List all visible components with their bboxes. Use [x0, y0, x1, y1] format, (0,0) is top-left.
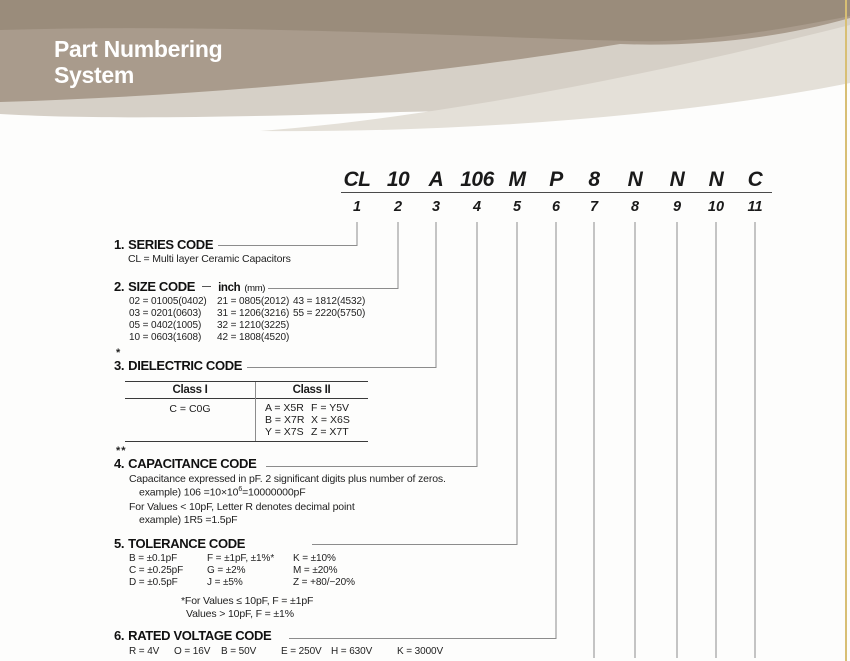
position-number-9: 9: [672, 199, 682, 215]
voltage-code-row: [129, 646, 467, 658]
voltage-cell: E = 250V: [281, 646, 322, 657]
section-voltage-number: 6.: [114, 628, 125, 643]
section-tolerance-number: 5.: [114, 536, 125, 551]
size-cell: [293, 332, 389, 344]
capacitance-line1: Capacitance expressed in pF. 2 significant digits plus number of zeros.: [129, 473, 446, 485]
section-dielectric-title: DIELECTRIC CODE: [128, 358, 243, 373]
part-code-5: M: [508, 168, 526, 191]
dielectric-class1-header: Class I: [172, 384, 208, 396]
part-code-10: N: [708, 168, 724, 191]
part-code-2: 10: [386, 168, 410, 191]
dielectric-entry: F = Y5V: [311, 402, 350, 414]
size-cell: 02 = 01005(0402): [129, 296, 207, 307]
part-code-4: 106: [460, 168, 494, 191]
section-dielectric-header: [114, 358, 242, 373]
capacitance-example-post: =10000000pF: [242, 486, 306, 499]
tolerance-code-table: [129, 553, 393, 589]
capacitance-line4: example) 1R5 =1.5pF: [139, 514, 238, 526]
dielectric-entry: Y = X7S: [265, 426, 304, 438]
section-capacitance-number: 4.: [114, 456, 125, 471]
dielectric-class1-value: C = C0G: [169, 403, 211, 415]
size-cell: 42 = 1808(4520): [217, 332, 290, 343]
section-capacitance-title: CAPACITANCE CODE: [128, 456, 257, 471]
size-cell: 32 = 1210(3225): [217, 320, 290, 331]
section-series-title: SERIES CODE: [128, 237, 214, 252]
dielectric-table: [125, 381, 368, 442]
size-cell: 10 = 0603(1608): [129, 332, 202, 343]
size-cell: 05 = 0402(1005): [129, 320, 202, 331]
voltage-cell: B = 50V: [221, 646, 257, 657]
capacitance-note-mark: **: [116, 445, 127, 457]
tolerance-cell: D = ±0.5pF: [129, 577, 178, 588]
part-code-11: C: [747, 168, 763, 191]
voltage-cell: K = 3000V: [397, 646, 444, 657]
section-voltage-title: RATED VOLTAGE CODE: [128, 628, 272, 643]
position-number-6: 6: [551, 199, 561, 215]
tolerance-cell: K = ±10%: [293, 553, 336, 564]
tolerance-footnote1: *For Values ≤ 10pF, F = ±1pF: [181, 595, 314, 607]
section-series-number: 1.: [114, 237, 125, 252]
position-number-11: 11: [747, 199, 763, 215]
capacitance-example-pre: example) 106 =10×10: [139, 486, 239, 499]
dielectric-class2-col1: [265, 402, 304, 438]
tolerance-footnote2: Values > 10pF, F = ±1%: [186, 608, 294, 620]
size-cell: 43 = 1812(4532): [293, 296, 366, 307]
size-unit-mm: (mm): [244, 283, 266, 294]
dielectric-entry: B = X7R: [265, 414, 305, 426]
tolerance-cell: F = ±1pF, ±1%*: [207, 553, 275, 564]
capacitance-example-exponent: 6: [238, 486, 243, 493]
tolerance-cell: G = ±2%: [207, 565, 246, 576]
tolerance-cell: Z = +80/−20%: [293, 577, 355, 588]
section-dielectric-number: 3.: [114, 358, 125, 373]
voltage-cell: H = 630V: [331, 646, 373, 657]
page-title-line1: Part Numbering: [54, 36, 223, 62]
part-code-6: P: [549, 168, 563, 191]
size-unit-dash: [202, 286, 211, 287]
position-number-7: 7: [589, 199, 599, 215]
size-cell: 03 = 0201(0603): [129, 308, 202, 319]
part-code-3: A: [428, 168, 444, 191]
dielectric-table-header-separator: [125, 398, 368, 399]
connector-line-3: [247, 222, 436, 368]
part-code-8: N: [627, 168, 643, 191]
section-size-number: 2.: [114, 279, 125, 294]
section-series-header: [114, 237, 213, 252]
tolerance-cell: J = ±5%: [207, 577, 243, 588]
connector-line-1: [218, 222, 357, 246]
part-code-1: CL: [343, 168, 371, 191]
position-number-5: 5: [512, 199, 522, 215]
position-number-1: 1: [352, 199, 362, 215]
section-size-header: [114, 279, 265, 294]
dielectric-class2-col2: [311, 402, 350, 438]
section-capacitance-header: [114, 456, 256, 471]
size-cell: [293, 320, 389, 332]
section-tolerance-header: [114, 536, 245, 551]
section-voltage-header: [114, 628, 271, 643]
voltage-cell: O = 16V: [174, 646, 211, 657]
section-size-title: SIZE CODE: [128, 279, 196, 294]
dielectric-class2-header: Class II: [292, 384, 331, 396]
dielectric-entry: X = X6S: [311, 414, 350, 426]
part-code-7: 8: [588, 168, 600, 191]
dielectric-note-mark: *: [116, 347, 122, 359]
dielectric-entry: Z = X7T: [311, 426, 349, 438]
capacitance-line2: [139, 486, 306, 499]
size-unit-inch: inch: [218, 282, 241, 294]
position-number-3: 3: [431, 199, 441, 215]
tolerance-cell: M = ±20%: [293, 565, 338, 576]
series-description: CL = Multi layer Ceramic Capacitors: [128, 253, 291, 265]
size-code-table: [129, 296, 389, 344]
tolerance-cell: B = ±0.1pF: [129, 553, 178, 564]
size-cell: 21 = 0805(2012): [217, 296, 290, 307]
capacitance-line3: For Values < 10pF, Letter R denotes decimal point: [129, 501, 355, 513]
position-number-2: 2: [393, 199, 403, 215]
position-number-10: 10: [707, 199, 725, 215]
tolerance-cell: C = ±0.25pF: [129, 565, 184, 576]
part-code-9: N: [669, 168, 685, 191]
section-tolerance-title: TOLERANCE CODE: [128, 536, 246, 551]
dielectric-entry: A = X5R: [265, 402, 304, 414]
size-cell: 31 = 1206(3216): [217, 308, 290, 319]
voltage-cell: R = 4V: [129, 646, 160, 657]
position-number-8: 8: [630, 199, 640, 215]
size-cell: 55 = 2220(5750): [293, 308, 366, 319]
page-title-line2: System: [54, 62, 135, 88]
position-number-4: 4: [472, 199, 482, 215]
